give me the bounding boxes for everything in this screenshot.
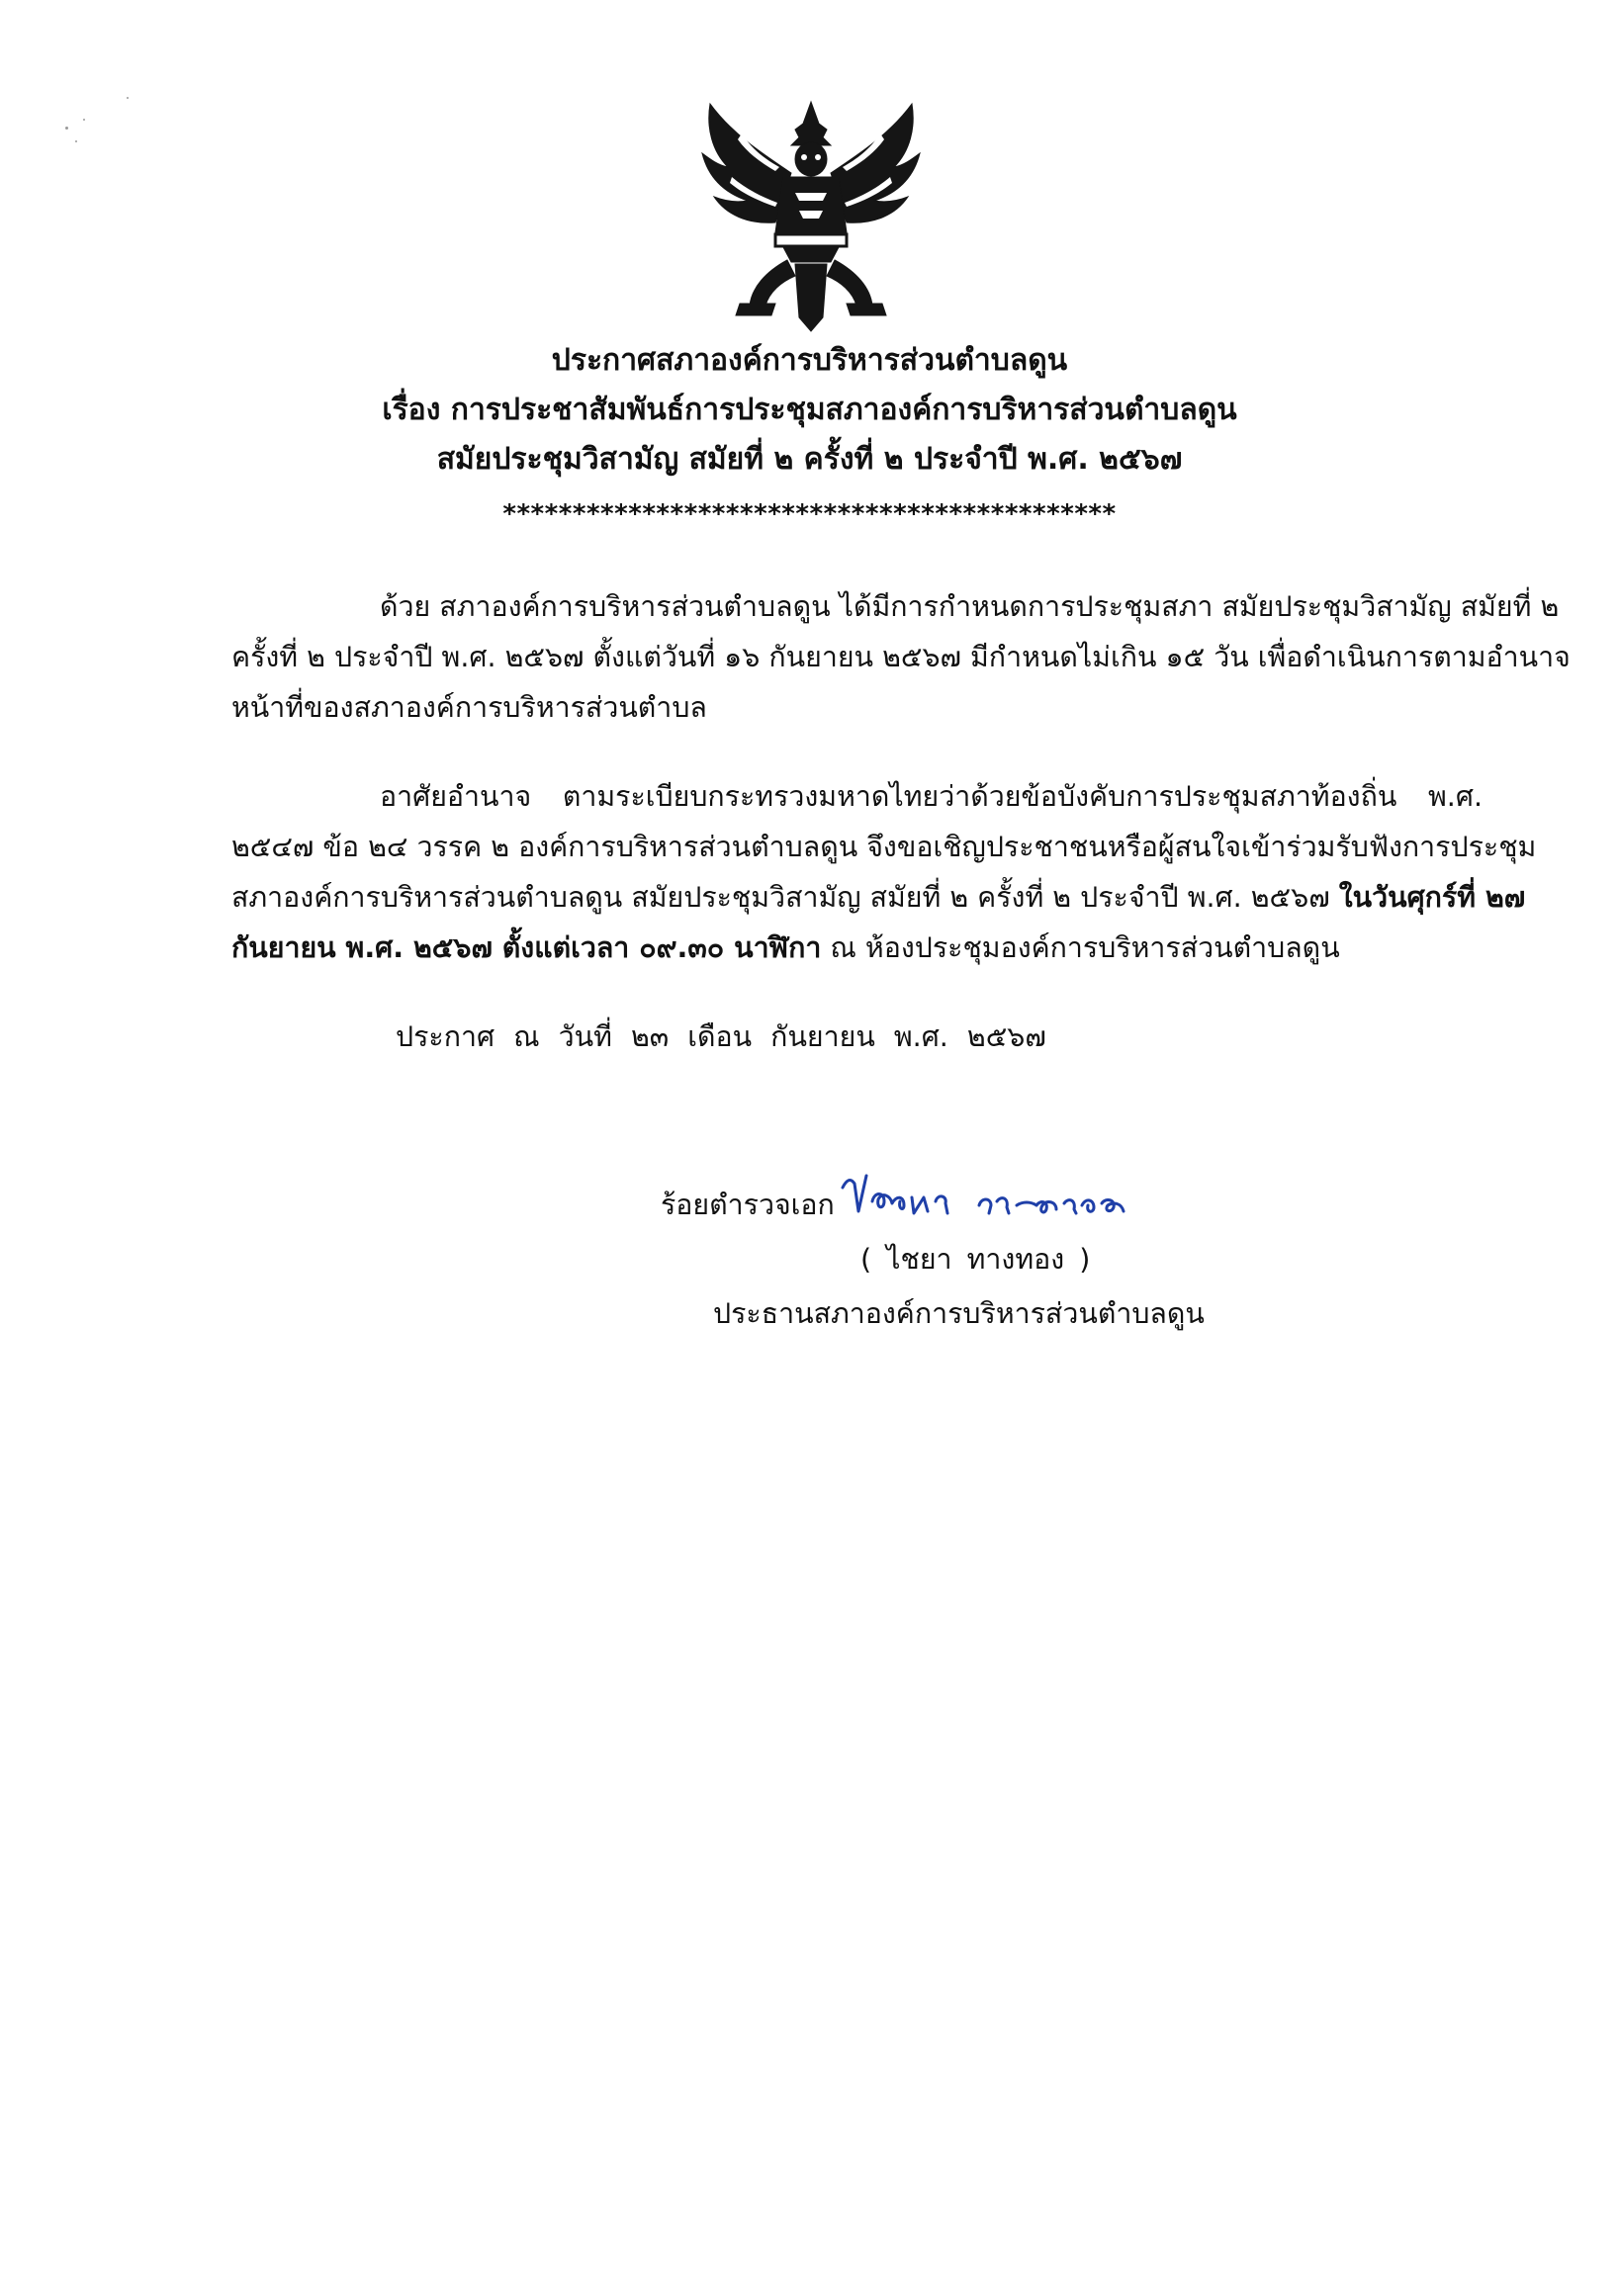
paragraph-1-line-1: ด้วย สภาองค์การบริหารส่วนตำบลดูน ได้มีการกำหนดการประชุมสภา สมัยประชุมวิสามัญ สมัยที่ ๒ (380, 590, 1560, 623)
scan-speck (65, 127, 68, 130)
announcement-subject: เรื่อง การประชาสัมพันธ์การประชุมสภาองค์การบริหารส่วนตำบลดูน (382, 393, 1237, 427)
signer-title: ประธานสภาองค์การบริหารส่วนตำบลดูน (713, 1297, 1205, 1330)
meeting-day: ในวันศุกร์ที่ ๒๗ (1338, 881, 1526, 914)
signer-rank: ร้อยตำรวจเอก (661, 1189, 835, 1221)
paragraph-1-line-3: หน้าที่ของสภาองค์การบริหารส่วนตำบล (231, 691, 707, 724)
paragraph-2 (231, 771, 1537, 973)
announcement-session: สมัยประชุมวิสามัญ สมัยที่ ๒ ครั้งที่ ๒ ประจำปี พ.ศ. ๒๕๖๗ (436, 442, 1183, 477)
paragraph-2-line-4 (231, 923, 1483, 973)
signer-name: ( ไชยา ทางทอง ) (860, 1243, 1091, 1276)
paragraph-1 (231, 581, 1571, 733)
handwritten-signature (839, 1162, 1155, 1231)
paragraph-2-line-1: อาศัยอำนาจ ตามระเบียบกระทรวงมหาดไทยว่าด้วยข้อบังคับการประชุมสภาท้องถิ่น พ.ศ. (380, 780, 1483, 813)
meeting-location: ณ ห้องประชุมองค์การบริหารส่วนตำบลดูน (821, 931, 1340, 964)
announcement-header (0, 336, 1619, 485)
scan-speck (83, 119, 85, 121)
paragraph-2-line-3 (231, 872, 1526, 923)
meeting-date-time: กันยายน พ.ศ. ๒๕๖๗ ตั้งแต่เวลา ๐๙.๓๐ นาฬิกา (231, 931, 822, 964)
announcement-date: ประกาศ ณ วันที่ ๒๓ เดือน กันยายน พ.ศ. ๒๕๖๗ (396, 1020, 1046, 1053)
announcement-title: ประกาศสภาองค์การบริหารส่วนตำบลดูน (551, 343, 1068, 378)
paragraph-2-line-3-text: สภาองค์การบริหารส่วนตำบลดูน สมัยประชุมวิสามัญ สมัยที่ ๒ ครั้งที่ ๒ ประจำปี พ.ศ. ๒๕๖๗ (231, 881, 1339, 914)
garuda-emblem-icon (692, 94, 930, 341)
scan-speck (75, 140, 77, 142)
paragraph-1-line-2: ครั้งที่ ๒ ประจำปี พ.ศ. ๒๕๖๗ ตั้งแต่วันที่ ๑๖ กันยายน ๒๕๖๗ มีกำหนดไม่เกิน ๑๕ วัน เพื่อดำเนินการตามอำนาจ (231, 641, 1571, 673)
separator-line: ******************************************** (502, 499, 1117, 529)
scan-speck (127, 97, 129, 99)
paragraph-2-line-2: ๒๕๔๗ ข้อ ๒๔ วรรค ๒ องค์การบริหารส่วนตำบลดูน จึงขอเชิญประชาชนหรือผู้สนใจเข้าร่วมรับฟังการประชุม (231, 831, 1537, 863)
